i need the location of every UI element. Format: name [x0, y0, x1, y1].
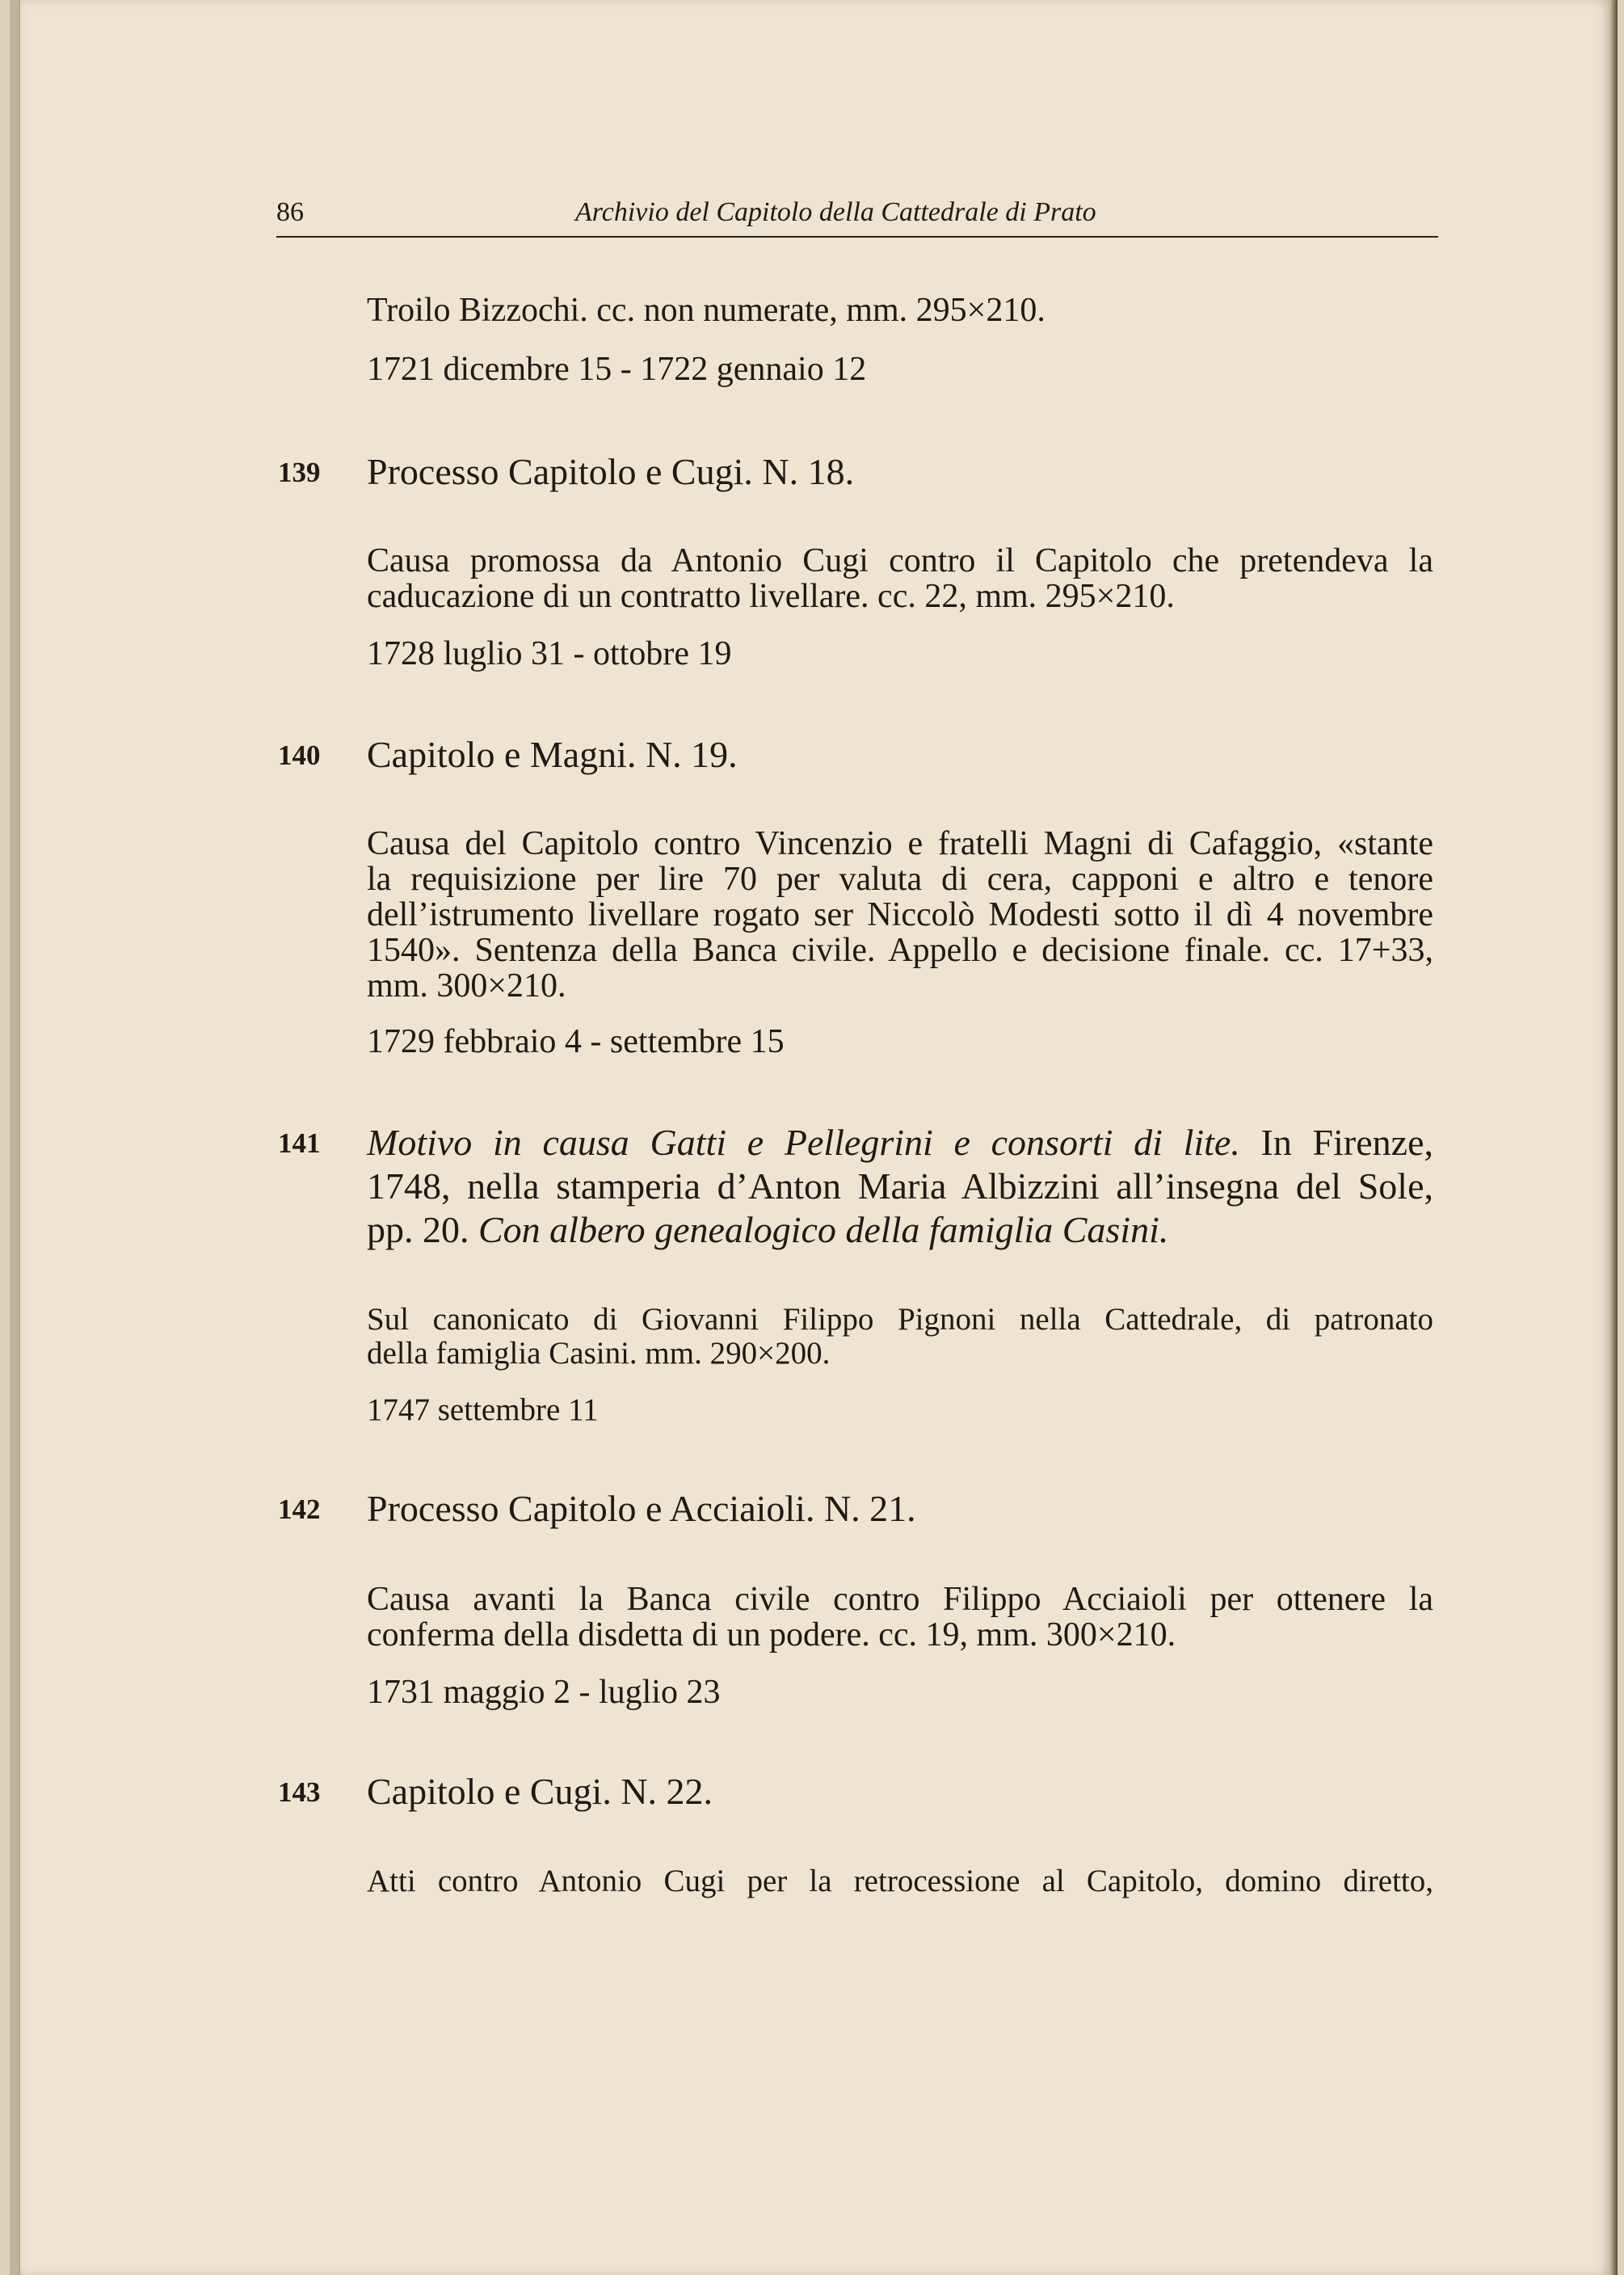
entry-number-142: 142 — [278, 1493, 321, 1525]
entry-desc-139-line2: caducazione di un contratto livellare. cc. 22, mm. 295×210. — [367, 578, 1175, 615]
entry-number-140: 140 — [278, 739, 321, 771]
entry-desc-142-line2: conferma della disdetta di un podere. cc. 19, mm. 300×210. — [367, 1616, 1176, 1654]
entry-desc-141-line1: Sul canonicato di Giovanni Filippo Pignoni nella Cattedrale, di patronato — [367, 1302, 1433, 1337]
entry-number-141: 141 — [278, 1127, 321, 1159]
entry-number-143: 143 — [278, 1776, 321, 1808]
entry-date-142: 1731 maggio 2 - luglio 23 — [367, 1674, 721, 1711]
entry-title-143: Capitolo e Cugi. N. 22. — [367, 1771, 713, 1812]
entry-title-140: Capitolo e Magni. N. 19. — [367, 734, 738, 775]
entry-title-141-line3 — [367, 1208, 1168, 1251]
page-edge-shadow — [1609, 0, 1618, 2275]
entry-title-141-line1 — [367, 1121, 1433, 1164]
entry-title-141-pages: pp. 20. — [367, 1209, 478, 1250]
entry-desc-140-line2: la requisizione per lire 70 per valuta di cera, capponi e altro e tenore — [367, 861, 1433, 898]
running-title: Archivio del Capitolo della Cattedrale di Prato — [575, 197, 1096, 227]
entry-title-141-imprint: In Firenze, — [1239, 1122, 1433, 1163]
entry-desc-142-line1: Causa avanti la Banca civile contro Filippo Acciaioli per ottenere la — [367, 1581, 1433, 1618]
entry-date-141: 1747 settembre 11 — [367, 1392, 599, 1427]
entry-desc-141-line2: della famiglia Casini. mm. 290×200. — [367, 1336, 831, 1371]
entry-desc-140-line3: dell’istrumento livellare rogato ser Niccolò Modesti sotto il dì 4 novembre — [367, 896, 1433, 933]
continuation-date: 1721 dicembre 15 - 1722 gennaio 12 — [367, 351, 867, 388]
entry-number-139: 139 — [278, 457, 321, 488]
page-number: 86 — [276, 197, 304, 227]
entry-desc-139-line1: Causa promossa da Antonio Cugi contro il Capitolo che pretendeva la — [367, 542, 1433, 579]
entry-desc-140-line5: mm. 300×210. — [367, 967, 566, 1005]
continuation-description: Troilo Bizzochi. cc. non numerate, mm. 295×210. — [367, 292, 1046, 329]
entry-desc-143-line1: Atti contro Antonio Cugi per la retrocessione al Capitolo, domino diretto, — [367, 1864, 1433, 1898]
entry-desc-140-line1: Causa del Capitolo contro Vincenzio e fratelli Magni di Cafaggio, «stante — [367, 825, 1433, 862]
entry-title-142: Processo Capitolo e Acciaioli. N. 21. — [367, 1488, 916, 1529]
page-binding — [10, 0, 20, 2275]
entry-title-139: Processo Capitolo e Cugi. N. 18. — [367, 451, 855, 492]
entry-title-141-line2: 1748, nella stamperia d’Anton Maria Albizzini all’insegna del Sole, — [367, 1165, 1433, 1207]
entry-date-140: 1729 febbraio 4 - settembre 15 — [367, 1023, 785, 1060]
entry-title-141-note: Con albero genealogico della famiglia Casini. — [478, 1209, 1169, 1250]
entry-date-139: 1728 luglio 31 - ottobre 19 — [367, 635, 732, 672]
entry-desc-140-line4: 1540». Sentenza della Banca civile. Appello e decisione finale. cc. 17+33, — [367, 932, 1433, 969]
entry-title-141-italic: Motivo in causa Gatti e Pellegrini e consorti di lite. — [367, 1122, 1240, 1163]
book-page — [10, 0, 1618, 2275]
page-header — [276, 194, 1438, 238]
